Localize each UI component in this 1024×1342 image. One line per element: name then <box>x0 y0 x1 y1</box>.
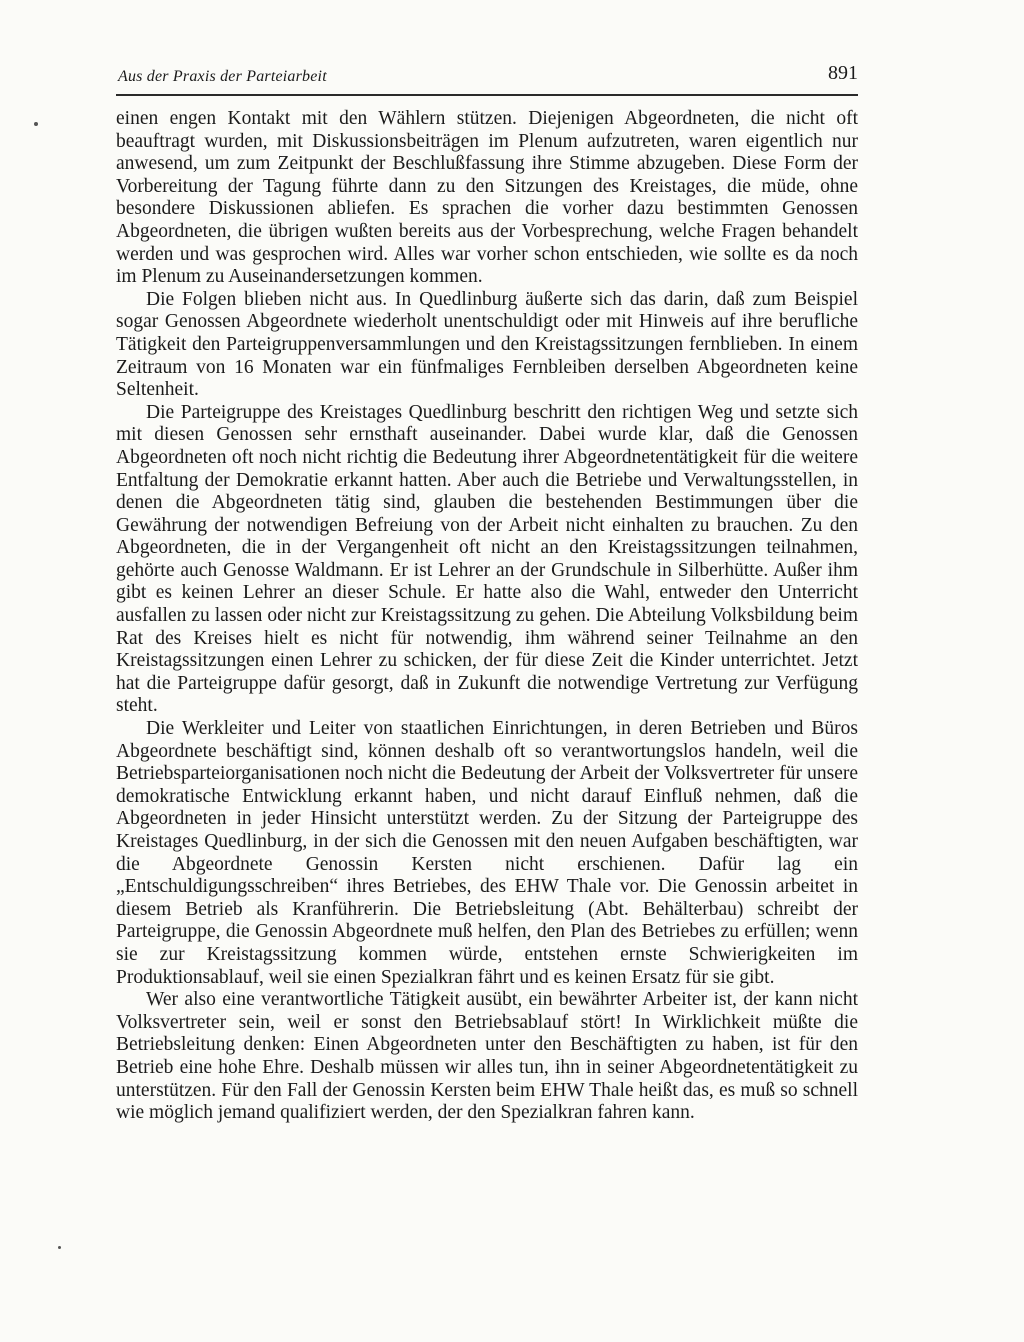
page-number: 891 <box>828 62 858 84</box>
paragraph-5: Wer also eine verantwortliche Tätigkeit ausübt, ein bewährter Arbeiter ist, der kann nicht Volksvertreter sein, weil er sonst den Betriebsablauf stört! In Wirklichkeit müßte die Betriebsleitung denken: Einen Abgeordneten unter den Beschäftigten zu haben, ist für den Betrieb eine hohe Ehre. Deshalb müssen wir alles tun, ihn in seiner Abgeordnetentätigkeit zu unterstützen. Für den Fall der Genossin Kersten beim EHW Thale heißt das, es muß so schnell wie möglich jemand qualifiziert werden, der den Spezialkran fahren kann. <box>116 989 858 1124</box>
body-text <box>116 108 858 1125</box>
page-header <box>116 62 858 96</box>
paragraph-2: Die Folgen blieben nicht aus. In Quedlinburg äußerte sich das darin, daß zum Beispiel sogar Genossen Abgeordnete wiederholt unentschuldigt oder mit Hinweis auf ihre berufliche Tätigkeit den Parteigruppenversammlungen und den Kreistagssitzungen fernblieben. In einem Zeitraum von 16 Monaten war ein fünfmaliges Fernbleiben derselben Abgeordneten keine Seltenheit. <box>116 288 858 401</box>
running-title: Aus der Praxis der Parteiarbeit <box>118 68 327 85</box>
paragraph-1: einen engen Kontakt mit den Wählern stützen. Diejenigen Abgeordneten, die nicht oft beauftragt wurden, mit Diskussionsbeiträgen im Plenum aufzutreten, waren eigentlich nur anwesend, um zum Zeitpunkt der Beschlußfassung ihre Stimme abzugeben. Diese Form der Vorbereitung der Tagung führte dann zu den Sitzungen des Kreistages, die müde, ohne besondere Diskussionen abliefen. Es sprachen die vorher dazu bestimmten Genossen Abgeordneten, die übrigen wußten bereits aus der Vorbesprechung, welche Fragen behandelt werden und was gesprochen wird. Alles war vorher schon entschieden, wie sollte es da noch im Plenum zu Auseinandersetzungen kommen. <box>116 108 858 288</box>
scan-speck <box>58 1246 61 1249</box>
scan-speck <box>34 122 38 126</box>
paragraph-3: Die Parteigruppe des Kreistages Quedlinburg beschritt den richtigen Weg und setzte sich mit diesen Genossen sehr ernsthaft auseinander. Dabei wurde klar, daß die Genossen Abgeordneten oft noch nicht richtig die Bedeutung ihrer Abgeordnetentätigkeit für die weitere Entfaltung der Demokratie erkannt hatten. Aber auch die Betriebe und Verwaltungsstellen, in denen die Abgeordneten tätig sind, glauben die bestehenden Bestimmungen über die Gewährung der notwendigen Befreiung von der Arbeit nicht einhalten zu brauchen. Zu den Abgeordneten, die in der Vergangenheit oft nicht an den Kreistagssitzungen teilnahmen, gehörte auch Genosse Waldmann. Er ist Lehrer an der Grundschule in Silberhütte. Außer ihm gibt es keinen Lehrer an dieser Schule. Er hatte also die Wahl, entweder den Unterricht ausfallen zu lassen oder nicht zur Kreistagssitzung zu gehen. Die Abteilung Volksbildung beim Rat des Kreises hielt es nicht für notwendig, ihm während seiner Teilnahme an den Kreistagssitzungen einen Lehrer zu schicken, der für diese Zeit die Kinder unterrichtet. Jetzt hat die Parteigruppe dafür gesorgt, daß in Zukunft die notwendige Vertretung zur Verfügung steht. <box>116 401 858 717</box>
paragraph-4: Die Werkleiter und Leiter von staatlichen Einrichtungen, in deren Betrieben und Büros Abgeordnete beschäftigt sind, können deshalb oft so verantwortungslos handeln, weil die Betriebsparteiorganisationen noch nicht die Bedeutung der Arbeit der Volksvertreter für unsere demokratische Entwicklung erkannt haben, und nicht darauf Einfluß nehmen, daß die Abgeordneten in jeder Hinsicht unterstützt werden. Zu der Sitzung der Parteigruppe des Kreistages Quedlinburg, in der sich die Genossen mit den neuen Aufgaben beschäftigten, war die Abgeordnete Genossin Kersten nicht erschienen. Dafür lag ein „Entschuldigungsschreiben“ ihres Betriebes, des EHW Thale vor. Die Genossin arbeitet in diesem Betrieb als Kranführerin. Die Betriebsleitung (Abt. Behälterbau) schreibt der Parteigruppe, die Genossin Abgeordnete muß helfen, den Plan des Betriebes zu erfüllen; wenn sie zur Kreistagssitzung kommen würde, entstehen ernste Schwierigkeiten im Produktionsablauf, weil sie einen Spezialkran fährt und es keinen Ersatz für sie gibt. <box>116 718 858 988</box>
